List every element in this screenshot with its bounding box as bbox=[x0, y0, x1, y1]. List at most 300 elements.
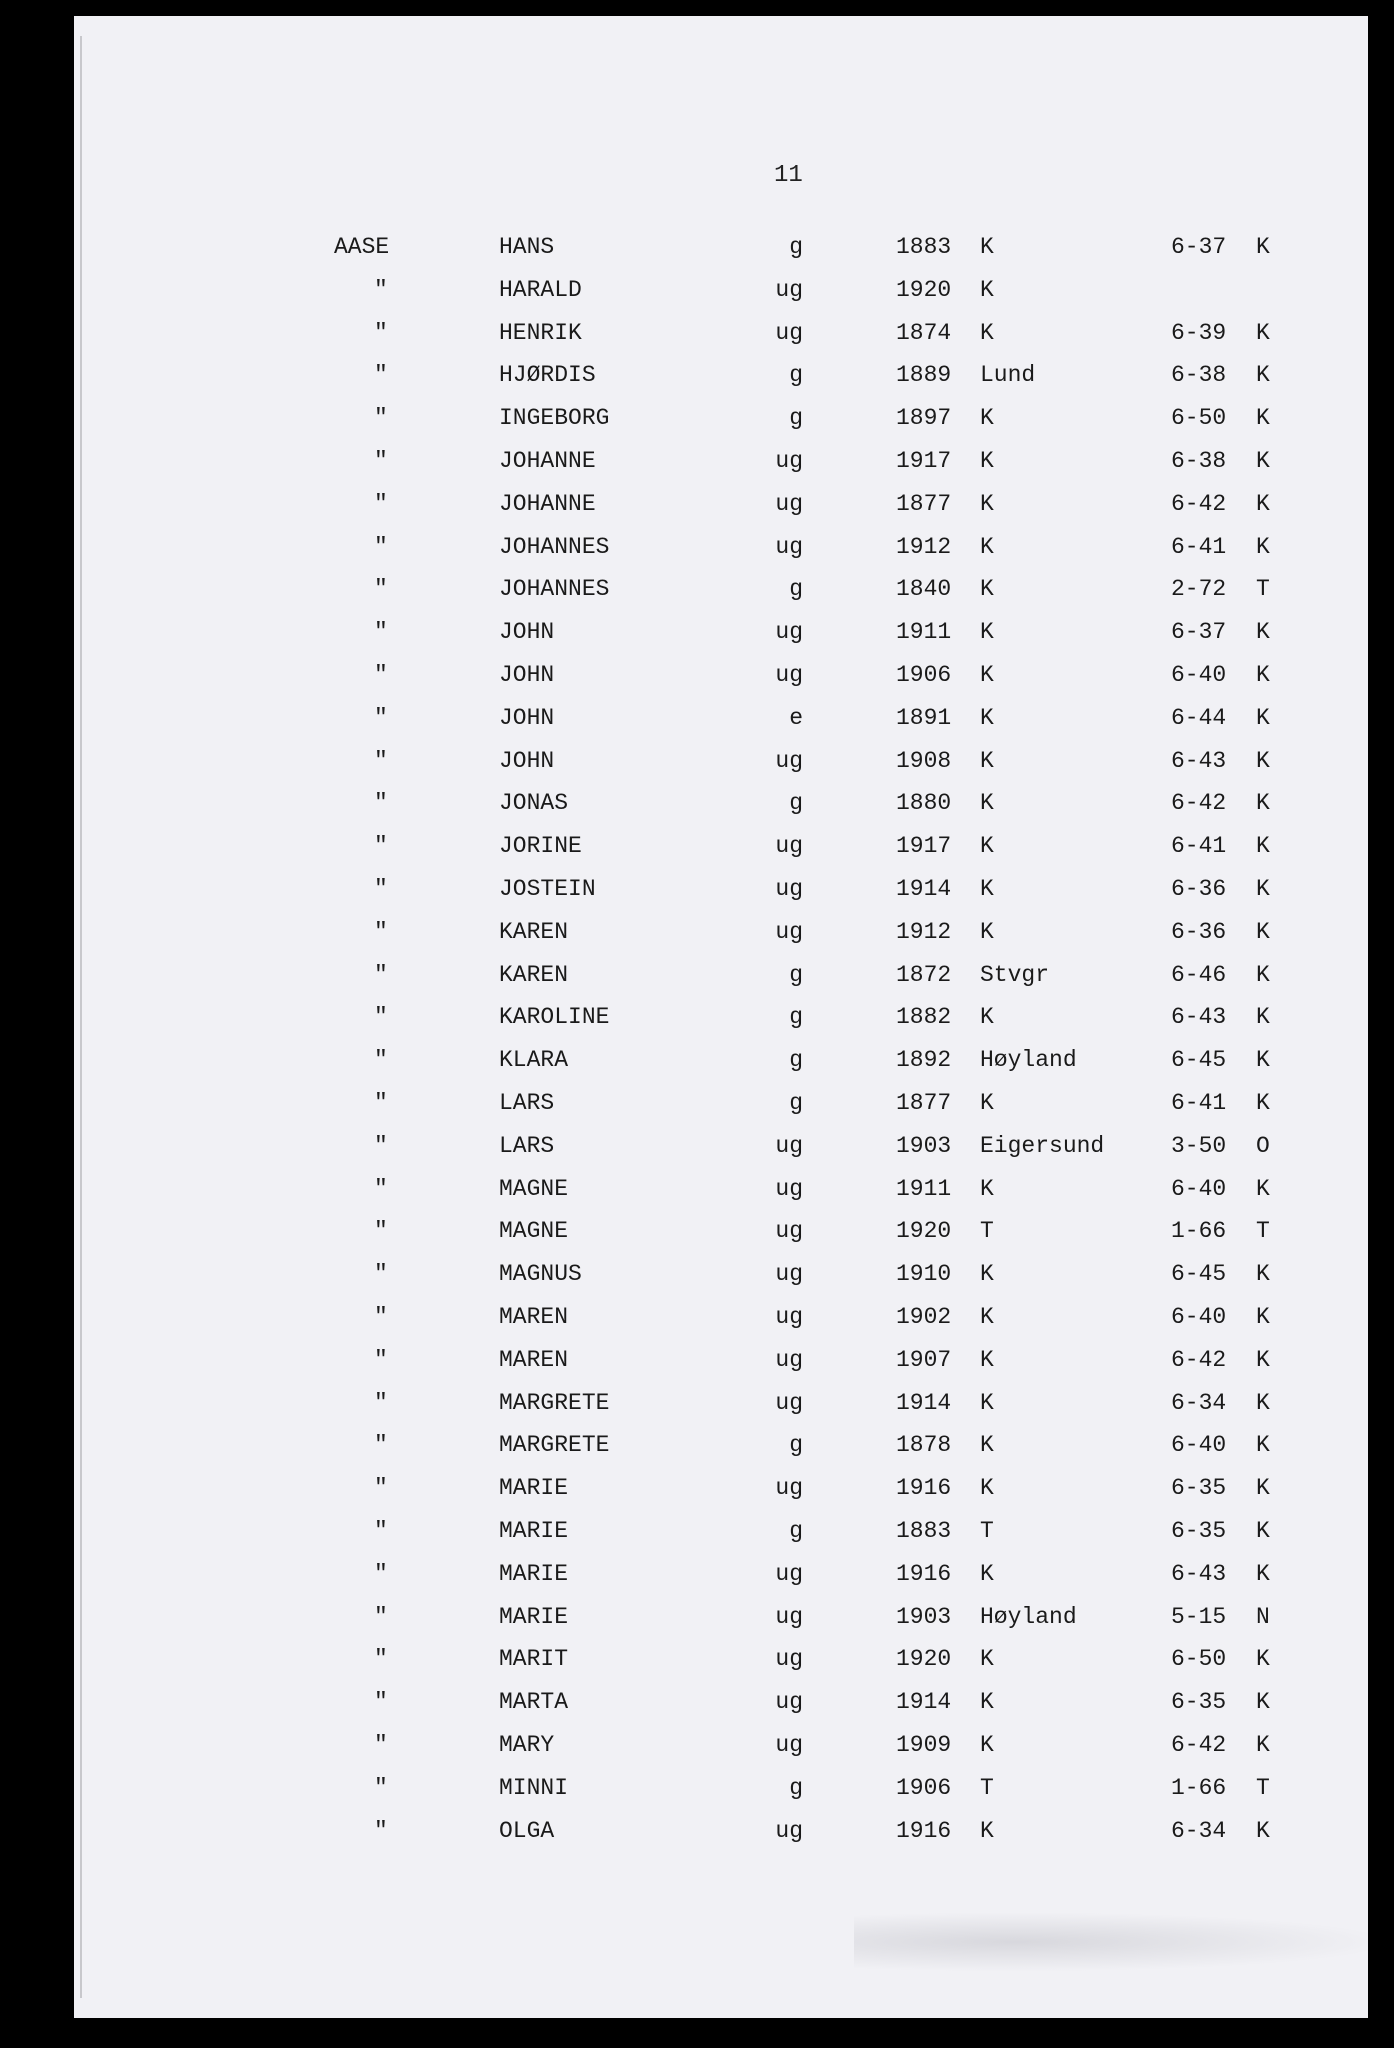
ditto-mark: " bbox=[374, 1389, 388, 1416]
birth-place: K bbox=[980, 533, 994, 560]
given-name: MAGNE bbox=[499, 1218, 569, 1245]
given-name: HANS bbox=[499, 234, 555, 260]
birth-place: K bbox=[980, 1475, 994, 1502]
ditto-mark: " bbox=[374, 405, 388, 432]
birth-place: Lund bbox=[980, 362, 1036, 389]
birth-place: K bbox=[980, 490, 994, 517]
given-name: JOHN bbox=[499, 662, 555, 688]
reference-letter: K bbox=[1256, 918, 1270, 945]
birth-place: Eigersund bbox=[980, 1132, 1105, 1159]
reference-letter: K bbox=[1256, 1475, 1270, 1502]
page-number: 11 bbox=[774, 162, 803, 189]
birth-place: K bbox=[980, 1646, 994, 1673]
birth-year: 1877 bbox=[896, 1090, 952, 1116]
given-name: MARY bbox=[499, 1732, 555, 1758]
birth-year: 1916 bbox=[896, 1560, 952, 1587]
marital-status: g bbox=[789, 1004, 803, 1031]
reference-letter: T bbox=[1256, 1774, 1270, 1801]
reference-code: 1-66 bbox=[1171, 1774, 1227, 1801]
reference-code: 3-50 bbox=[1171, 1132, 1227, 1159]
birth-year: 1907 bbox=[896, 1346, 952, 1373]
given-name: LARS bbox=[499, 1132, 555, 1159]
reference-code: 2-72 bbox=[1171, 576, 1227, 603]
birth-place: K bbox=[980, 1432, 994, 1459]
birth-year: 1920 bbox=[896, 1646, 952, 1673]
marital-status: g bbox=[789, 405, 803, 432]
marital-status: g bbox=[789, 1432, 803, 1459]
ditto-mark: " bbox=[374, 533, 388, 560]
reference-letter: K bbox=[1256, 1817, 1270, 1844]
ditto-mark: " bbox=[374, 276, 388, 303]
register-row bbox=[74, 829, 1368, 863]
reference-code: 6-44 bbox=[1171, 704, 1227, 731]
birth-year: 1892 bbox=[896, 1047, 952, 1074]
reference-letter: K bbox=[1256, 1432, 1270, 1459]
ditto-mark: " bbox=[374, 1689, 388, 1716]
birth-year: 1880 bbox=[896, 790, 952, 817]
register-row bbox=[74, 1386, 1368, 1420]
marital-status: ug bbox=[775, 1560, 803, 1587]
register-row bbox=[74, 530, 1368, 564]
register-row bbox=[74, 1043, 1368, 1077]
reference-letter: K bbox=[1256, 1689, 1270, 1716]
ditto-mark: " bbox=[374, 362, 388, 389]
birth-year: 1883 bbox=[896, 234, 952, 260]
reference-code: 6-36 bbox=[1171, 918, 1227, 945]
given-name: INGEBORG bbox=[499, 405, 610, 432]
birth-place: K bbox=[980, 1004, 994, 1031]
marital-status: g bbox=[789, 234, 803, 260]
birth-place: K bbox=[980, 405, 994, 432]
reference-code: 6-40 bbox=[1171, 1304, 1227, 1330]
register-row bbox=[74, 572, 1368, 606]
given-name: MAREN bbox=[499, 1346, 569, 1373]
reference-code: 6-41 bbox=[1171, 1090, 1227, 1116]
given-name: MARTA bbox=[499, 1689, 569, 1716]
ditto-mark: " bbox=[374, 918, 388, 945]
birth-place: K bbox=[980, 1261, 994, 1288]
marital-status: ug bbox=[775, 918, 803, 945]
marital-status: ug bbox=[775, 1603, 803, 1630]
marital-status: g bbox=[789, 790, 803, 817]
given-name: JOHN bbox=[499, 704, 555, 731]
reference-code: 6-40 bbox=[1171, 1175, 1227, 1202]
reference-letter: K bbox=[1256, 1090, 1270, 1116]
birth-year: 1903 bbox=[896, 1603, 952, 1630]
marital-status: ug bbox=[775, 1304, 803, 1330]
given-name: MARIE bbox=[499, 1560, 569, 1587]
marital-status: g bbox=[789, 1090, 803, 1116]
birth-place: K bbox=[980, 1175, 994, 1202]
reference-code: 6-41 bbox=[1171, 533, 1227, 560]
reference-code: 6-35 bbox=[1171, 1475, 1227, 1502]
marital-status: ug bbox=[775, 1646, 803, 1673]
birth-place: K bbox=[980, 918, 994, 945]
register-row bbox=[74, 1086, 1368, 1120]
reference-letter: K bbox=[1256, 1560, 1270, 1587]
birth-place: Høyland bbox=[980, 1603, 1077, 1630]
ditto-mark: " bbox=[374, 704, 388, 731]
ditto-mark: " bbox=[374, 576, 388, 603]
register-row bbox=[74, 1685, 1368, 1719]
ditto-mark: " bbox=[374, 1432, 388, 1459]
register-row bbox=[74, 744, 1368, 778]
birth-place: K bbox=[980, 1090, 994, 1116]
marital-status: ug bbox=[775, 833, 803, 860]
ditto-mark: " bbox=[374, 961, 388, 988]
register-row bbox=[74, 401, 1368, 435]
register-row bbox=[74, 1000, 1368, 1034]
register-list bbox=[74, 16, 1368, 2018]
reference-code: 6-39 bbox=[1171, 319, 1227, 346]
reference-letter: K bbox=[1256, 876, 1270, 902]
birth-year: 1874 bbox=[896, 319, 952, 346]
reference-letter: K bbox=[1256, 533, 1270, 560]
register-row bbox=[74, 1343, 1368, 1377]
reference-code: 6-42 bbox=[1171, 790, 1227, 817]
register-row bbox=[74, 701, 1368, 735]
marital-status: ug bbox=[775, 1346, 803, 1373]
birth-year: 1877 bbox=[896, 490, 952, 517]
reference-code: 6-37 bbox=[1171, 234, 1227, 260]
marital-status: ug bbox=[775, 1389, 803, 1416]
marital-status: ug bbox=[775, 876, 803, 902]
given-name: JOHN bbox=[499, 619, 555, 646]
marital-status: ug bbox=[775, 319, 803, 346]
birth-year: 1903 bbox=[896, 1132, 952, 1159]
ditto-mark: " bbox=[374, 1817, 388, 1844]
register-row bbox=[74, 1172, 1368, 1206]
given-name: JOHANNES bbox=[499, 533, 610, 560]
reference-code: 6-34 bbox=[1171, 1389, 1227, 1416]
ditto-mark: " bbox=[374, 1218, 388, 1245]
given-name: JOSTEIN bbox=[499, 876, 596, 902]
given-name: HJØRDIS bbox=[499, 362, 596, 389]
given-name: MARGRETE bbox=[499, 1389, 610, 1416]
register-row bbox=[74, 1257, 1368, 1291]
birth-place: K bbox=[980, 319, 994, 346]
reference-code: 6-45 bbox=[1171, 1261, 1227, 1288]
birth-year: 1908 bbox=[896, 747, 952, 774]
birth-place: K bbox=[980, 790, 994, 817]
marital-status: ug bbox=[775, 619, 803, 646]
register-row bbox=[74, 915, 1368, 949]
given-name: JORINE bbox=[499, 833, 582, 860]
birth-place: K bbox=[980, 704, 994, 731]
birth-year: 1840 bbox=[896, 576, 952, 603]
register-row bbox=[74, 1600, 1368, 1634]
reference-letter: T bbox=[1256, 1218, 1270, 1245]
reference-code: 5-15 bbox=[1171, 1603, 1227, 1630]
birth-place: Stvgr bbox=[980, 961, 1050, 988]
ditto-mark: " bbox=[374, 1132, 388, 1159]
register-row bbox=[74, 358, 1368, 392]
given-name: HARALD bbox=[499, 276, 582, 303]
birth-place: K bbox=[980, 1689, 994, 1716]
register-row bbox=[74, 1428, 1368, 1462]
register-row bbox=[74, 487, 1368, 521]
birth-year: 1906 bbox=[896, 662, 952, 688]
birth-year: 1914 bbox=[896, 1689, 952, 1716]
reference-letter: K bbox=[1256, 362, 1270, 389]
marital-status: ug bbox=[775, 533, 803, 560]
reference-letter: K bbox=[1256, 319, 1270, 346]
ditto-mark: " bbox=[374, 1090, 388, 1116]
marital-status: ug bbox=[775, 662, 803, 688]
birth-year: 1917 bbox=[896, 833, 952, 860]
reference-letter: K bbox=[1256, 1732, 1270, 1758]
marital-status: ug bbox=[775, 448, 803, 474]
birth-year: 1912 bbox=[896, 918, 952, 945]
reference-letter: K bbox=[1256, 833, 1270, 860]
given-name: OLGA bbox=[499, 1817, 555, 1844]
birth-year: 1883 bbox=[896, 1518, 952, 1544]
reference-letter: K bbox=[1256, 1304, 1270, 1330]
ditto-mark: " bbox=[374, 619, 388, 646]
birth-year: 1878 bbox=[896, 1432, 952, 1459]
birth-year: 1897 bbox=[896, 405, 952, 432]
birth-place: T bbox=[980, 1774, 994, 1801]
register-row bbox=[74, 1771, 1368, 1805]
ditto-mark: " bbox=[374, 1646, 388, 1673]
register-row bbox=[74, 872, 1368, 906]
birth-place: K bbox=[980, 1389, 994, 1416]
register-row bbox=[74, 316, 1368, 350]
birth-place: K bbox=[980, 1346, 994, 1373]
reference-letter: O bbox=[1256, 1132, 1270, 1159]
ditto-mark: " bbox=[374, 1518, 388, 1544]
register-row bbox=[74, 1557, 1368, 1591]
reference-letter: K bbox=[1256, 234, 1270, 260]
given-name: MINNI bbox=[499, 1774, 569, 1801]
given-name: MARIE bbox=[499, 1518, 569, 1544]
birth-place: K bbox=[980, 448, 994, 474]
ditto-mark: " bbox=[374, 662, 388, 688]
register-row bbox=[74, 1728, 1368, 1762]
ditto-mark: " bbox=[374, 1261, 388, 1288]
birth-year: 1902 bbox=[896, 1304, 952, 1330]
given-name: JONAS bbox=[499, 790, 569, 817]
marital-status: g bbox=[789, 1774, 803, 1801]
reference-letter: K bbox=[1256, 1047, 1270, 1074]
ditto-mark: " bbox=[374, 1732, 388, 1758]
reference-letter: K bbox=[1256, 405, 1270, 432]
reference-code: 6-35 bbox=[1171, 1689, 1227, 1716]
birth-year: 1917 bbox=[896, 448, 952, 474]
given-name: KAROLINE bbox=[499, 1004, 610, 1031]
reference-letter: K bbox=[1256, 662, 1270, 688]
given-name: JOHANNE bbox=[499, 448, 596, 474]
ditto-mark: " bbox=[374, 1004, 388, 1031]
birth-year: 1916 bbox=[896, 1817, 952, 1844]
given-name: MARIT bbox=[499, 1646, 569, 1673]
reference-letter: K bbox=[1256, 1389, 1270, 1416]
register-row bbox=[74, 1514, 1368, 1548]
marital-status: ug bbox=[775, 1689, 803, 1716]
reference-code: 6-42 bbox=[1171, 1346, 1227, 1373]
document-page bbox=[74, 16, 1368, 2018]
marital-status: g bbox=[789, 1518, 803, 1544]
given-name: MAGNUS bbox=[499, 1261, 582, 1288]
birth-year: 1914 bbox=[896, 876, 952, 902]
given-name: KAREN bbox=[499, 918, 569, 945]
reference-code: 6-50 bbox=[1171, 405, 1227, 432]
ditto-mark: " bbox=[374, 1047, 388, 1074]
reference-code: 6-43 bbox=[1171, 1004, 1227, 1031]
register-row bbox=[74, 1814, 1368, 1848]
marital-status: g bbox=[789, 362, 803, 389]
birth-place: T bbox=[980, 1218, 994, 1245]
ditto-mark: " bbox=[374, 833, 388, 860]
birth-year: 1889 bbox=[896, 362, 952, 389]
birth-place: K bbox=[980, 833, 994, 860]
smudge-mark bbox=[854, 1912, 1368, 1972]
birth-year: 1910 bbox=[896, 1261, 952, 1288]
reference-code: 6-36 bbox=[1171, 876, 1227, 902]
ditto-mark: " bbox=[374, 1774, 388, 1801]
birth-place: K bbox=[980, 276, 994, 303]
birth-place: K bbox=[980, 1817, 994, 1844]
ditto-mark: " bbox=[374, 1346, 388, 1373]
marital-status: ug bbox=[775, 276, 803, 303]
birth-year: 1916 bbox=[896, 1475, 952, 1502]
reference-code: 6-40 bbox=[1171, 662, 1227, 688]
reference-code: 6-50 bbox=[1171, 1646, 1227, 1673]
birth-year: 1909 bbox=[896, 1732, 952, 1758]
birth-year: 1891 bbox=[896, 704, 952, 731]
given-name: MARGRETE bbox=[499, 1432, 610, 1459]
reference-letter: K bbox=[1256, 1175, 1270, 1202]
reference-code: 1-66 bbox=[1171, 1218, 1227, 1245]
marital-status: ug bbox=[775, 1175, 803, 1202]
birth-place: K bbox=[980, 662, 994, 688]
ditto-mark: " bbox=[374, 1560, 388, 1587]
birth-year: 1872 bbox=[896, 961, 952, 988]
ditto-mark: " bbox=[374, 790, 388, 817]
reference-code: 6-42 bbox=[1171, 1732, 1227, 1758]
register-row bbox=[74, 1129, 1368, 1163]
reference-code: 6-34 bbox=[1171, 1817, 1227, 1844]
marital-status: ug bbox=[775, 747, 803, 774]
birth-year: 1912 bbox=[896, 533, 952, 560]
birth-place: Høyland bbox=[980, 1047, 1077, 1074]
reference-letter: T bbox=[1256, 576, 1270, 603]
marital-status: g bbox=[789, 961, 803, 988]
reference-code: 6-46 bbox=[1171, 961, 1227, 988]
ditto-mark: " bbox=[374, 1603, 388, 1630]
ditto-mark: " bbox=[374, 1175, 388, 1202]
marital-status: ug bbox=[775, 1132, 803, 1159]
reference-letter: K bbox=[1256, 790, 1270, 817]
reference-code: 6-42 bbox=[1171, 490, 1227, 517]
birth-place: K bbox=[980, 576, 994, 603]
ditto-mark: " bbox=[374, 490, 388, 517]
ditto-mark: " bbox=[374, 747, 388, 774]
reference-letter: K bbox=[1256, 1346, 1270, 1373]
birth-year: 1911 bbox=[896, 1175, 952, 1202]
marital-status: ug bbox=[775, 1732, 803, 1758]
reference-code: 6-40 bbox=[1171, 1432, 1227, 1459]
register-row bbox=[74, 444, 1368, 478]
ditto-mark: " bbox=[374, 448, 388, 474]
reference-letter: K bbox=[1256, 619, 1270, 646]
given-name: MARIE bbox=[499, 1603, 569, 1630]
register-row bbox=[74, 615, 1368, 649]
reference-letter: K bbox=[1256, 704, 1270, 731]
register-row bbox=[74, 786, 1368, 820]
ditto-mark: " bbox=[374, 1304, 388, 1330]
birth-place: K bbox=[980, 747, 994, 774]
reference-letter: N bbox=[1256, 1603, 1270, 1630]
reference-letter: K bbox=[1256, 1646, 1270, 1673]
birth-year: 1914 bbox=[896, 1389, 952, 1416]
ditto-mark: " bbox=[374, 1475, 388, 1502]
marital-status: e bbox=[789, 704, 803, 731]
birth-place: T bbox=[980, 1518, 994, 1544]
reference-letter: K bbox=[1256, 747, 1270, 774]
marital-status: ug bbox=[775, 1475, 803, 1502]
register-row bbox=[74, 1214, 1368, 1248]
birth-year: 1911 bbox=[896, 619, 952, 646]
birth-place: K bbox=[980, 1560, 994, 1587]
register-row bbox=[74, 1642, 1368, 1676]
birth-place: K bbox=[980, 876, 994, 902]
given-name: LARS bbox=[499, 1090, 555, 1116]
ditto-mark: " bbox=[374, 319, 388, 346]
reference-code: 6-43 bbox=[1171, 1560, 1227, 1587]
reference-letter: K bbox=[1256, 448, 1270, 474]
reference-code: 6-35 bbox=[1171, 1518, 1227, 1544]
marital-status: g bbox=[789, 1047, 803, 1074]
birth-place: K bbox=[980, 619, 994, 646]
birth-year: 1920 bbox=[896, 1218, 952, 1245]
register-row bbox=[74, 1300, 1368, 1334]
marital-status: ug bbox=[775, 1817, 803, 1844]
given-name: MARIE bbox=[499, 1475, 569, 1502]
birth-year: 1882 bbox=[896, 1004, 952, 1031]
surname: AASE bbox=[334, 234, 390, 260]
given-name: JOHANNES bbox=[499, 576, 610, 603]
given-name: MAGNE bbox=[499, 1175, 569, 1202]
register-row bbox=[74, 1471, 1368, 1505]
marital-status: g bbox=[789, 576, 803, 603]
ditto-mark: " bbox=[374, 876, 388, 902]
reference-letter: K bbox=[1256, 490, 1270, 517]
reference-code: 6-45 bbox=[1171, 1047, 1227, 1074]
marital-status: ug bbox=[775, 1218, 803, 1245]
given-name: KAREN bbox=[499, 961, 569, 988]
birth-year: 1920 bbox=[896, 276, 952, 303]
marital-status: ug bbox=[775, 490, 803, 517]
register-row bbox=[74, 230, 1368, 264]
register-row bbox=[74, 658, 1368, 692]
reference-letter: K bbox=[1256, 1004, 1270, 1031]
given-name: KLARA bbox=[499, 1047, 569, 1074]
reference-code: 6-38 bbox=[1171, 362, 1227, 389]
birth-place: K bbox=[980, 234, 994, 260]
reference-code: 6-38 bbox=[1171, 448, 1227, 474]
reference-letter: K bbox=[1256, 1261, 1270, 1288]
reference-letter: K bbox=[1256, 961, 1270, 988]
given-name: JOHN bbox=[499, 747, 555, 774]
register-row bbox=[74, 958, 1368, 992]
marital-status: ug bbox=[775, 1261, 803, 1288]
birth-place: K bbox=[980, 1304, 994, 1330]
birth-place: K bbox=[980, 1732, 994, 1758]
given-name: HENRIK bbox=[499, 319, 582, 346]
reference-letter: K bbox=[1256, 1518, 1270, 1544]
reference-code: 6-37 bbox=[1171, 619, 1227, 646]
